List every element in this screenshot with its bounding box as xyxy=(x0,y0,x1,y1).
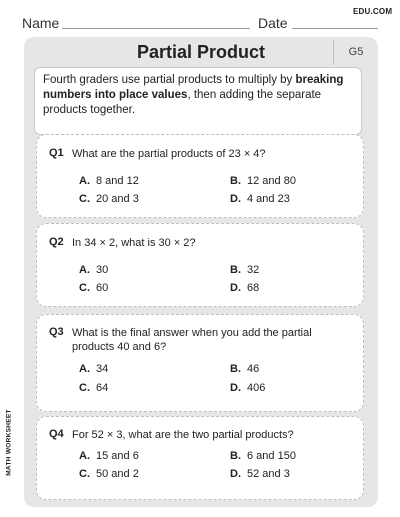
answer-option-b[interactable]: B. 32 xyxy=(230,264,260,276)
answer-option-a[interactable]: A. 30 xyxy=(79,264,109,276)
question-text: What is the final answer when you add the partial products 40 and 6? xyxy=(72,327,312,353)
intro-box xyxy=(34,67,362,135)
answer-option-a[interactable]: A. 8 and 12 xyxy=(79,175,139,187)
worksheet-panel xyxy=(24,37,378,507)
answer-option-b[interactable]: B. 6 and 150 xyxy=(230,450,296,462)
answer-option-a[interactable]: A. 34 xyxy=(79,363,109,375)
question-card xyxy=(36,223,364,307)
question-number: Q4 xyxy=(49,428,64,440)
name-label: Name xyxy=(22,15,60,31)
question-card xyxy=(36,134,364,218)
answer-option-d[interactable]: D. 406 xyxy=(230,382,266,394)
answer-option-c[interactable]: C. 20 and 3 xyxy=(79,193,139,205)
question-number: Q3 xyxy=(49,326,64,338)
intro-text-end: , then adding the separate products together. xyxy=(43,89,322,116)
question-text: For 52 × 3, what are the two partial products? xyxy=(72,429,294,441)
worksheet-header xyxy=(0,0,400,34)
name-line[interactable] xyxy=(62,28,250,29)
answer-option-c[interactable]: C. 50 and 2 xyxy=(79,468,139,480)
answer-option-d[interactable]: D. 4 and 23 xyxy=(230,193,290,205)
worksheet-title: Partial Product xyxy=(136,42,266,62)
intro-text: Fourth graders use partial products to multiply by xyxy=(43,74,296,86)
date-line[interactable] xyxy=(292,28,378,29)
answer-option-d[interactable]: D. 68 xyxy=(230,282,260,294)
question-card xyxy=(36,416,364,500)
answer-option-c[interactable]: C. 64 xyxy=(79,382,109,394)
answer-option-d[interactable]: D. 52 and 3 xyxy=(230,468,290,480)
date-label: Date xyxy=(258,15,288,31)
answer-option-b[interactable]: B. 46 xyxy=(230,363,260,375)
grade-badge: G5 xyxy=(333,40,378,65)
question-text: In 34 × 2, what is 30 × 2? xyxy=(72,237,196,249)
question-number: Q2 xyxy=(49,236,64,248)
edu-logo: EDU.COM xyxy=(353,7,393,16)
question-number: Q1 xyxy=(49,147,64,159)
question-text: What are the partial products of 23 × 4? xyxy=(72,148,266,160)
intro-bold-text: breaking numbers into place values xyxy=(43,74,344,101)
title-bar xyxy=(24,37,378,67)
answer-option-a[interactable]: A. 15 and 6 xyxy=(79,450,139,462)
answer-option-c[interactable]: C. 60 xyxy=(79,282,109,294)
answer-option-b[interactable]: B. 12 and 80 xyxy=(230,175,296,187)
side-label-text: MATH WORKSHEET xyxy=(5,409,13,476)
side-label xyxy=(2,406,16,486)
question-card xyxy=(36,314,364,412)
